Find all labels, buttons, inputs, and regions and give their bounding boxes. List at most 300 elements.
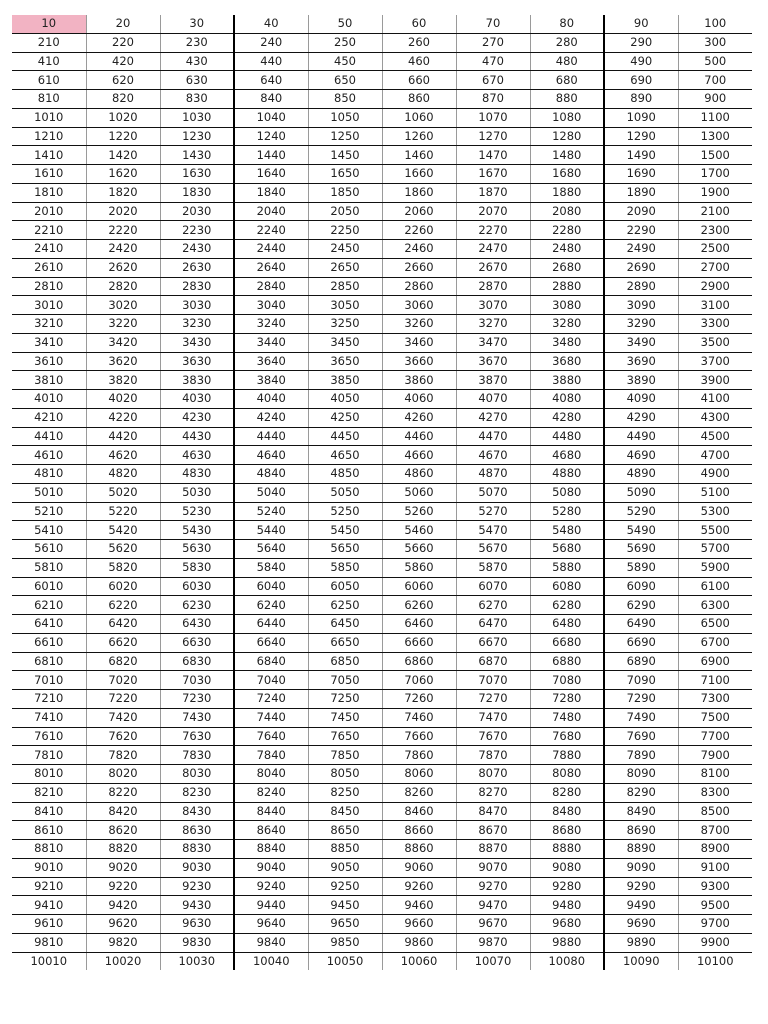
- table-cell[interactable]: 7220: [86, 690, 160, 709]
- table-cell[interactable]: 3270: [456, 315, 530, 334]
- table-cell[interactable]: 7030: [160, 671, 234, 690]
- table-cell[interactable]: 9840: [234, 933, 308, 952]
- table-cell[interactable]: 5610: [12, 540, 86, 559]
- table-cell[interactable]: 1460: [382, 146, 456, 165]
- table-cell[interactable]: 2420: [86, 240, 160, 259]
- table-cell[interactable]: 6270: [456, 596, 530, 615]
- table-cell[interactable]: 10070: [456, 952, 530, 970]
- table-cell[interactable]: 5070: [456, 483, 530, 502]
- table-cell[interactable]: 5480: [530, 521, 604, 540]
- table-cell[interactable]: 10050: [308, 952, 382, 970]
- table-cell[interactable]: 1880: [530, 183, 604, 202]
- table-cell[interactable]: 5030: [160, 483, 234, 502]
- table-cell[interactable]: 3820: [86, 371, 160, 390]
- table-cell[interactable]: 7670: [456, 727, 530, 746]
- table-cell[interactable]: 1260: [382, 127, 456, 146]
- table-cell[interactable]: 7500: [678, 708, 752, 727]
- table-cell[interactable]: 5280: [530, 502, 604, 521]
- table-cell[interactable]: 9080: [530, 858, 604, 877]
- table-cell[interactable]: 1480: [530, 146, 604, 165]
- table-cell[interactable]: 1690: [604, 165, 678, 184]
- table-cell[interactable]: 3630: [160, 352, 234, 371]
- table-cell[interactable]: 4450: [308, 427, 382, 446]
- table-cell[interactable]: 1680: [530, 165, 604, 184]
- table-cell[interactable]: 4420: [86, 427, 160, 446]
- table-cell[interactable]: 670: [456, 71, 530, 90]
- table-cell[interactable]: 10080: [530, 952, 604, 970]
- table-cell[interactable]: 4650: [308, 446, 382, 465]
- table-cell[interactable]: 6460: [382, 615, 456, 634]
- table-cell[interactable]: 5690: [604, 540, 678, 559]
- table-cell[interactable]: 5410: [12, 521, 86, 540]
- table-cell[interactable]: 2450: [308, 240, 382, 259]
- table-cell[interactable]: 9230: [160, 877, 234, 896]
- table-cell[interactable]: 3060: [382, 296, 456, 315]
- table-cell[interactable]: 8020: [86, 765, 160, 784]
- table-cell[interactable]: 1870: [456, 183, 530, 202]
- table-cell[interactable]: 3650: [308, 352, 382, 371]
- table-cell[interactable]: 9040: [234, 858, 308, 877]
- table-cell[interactable]: 460: [382, 52, 456, 71]
- table-cell[interactable]: 4040: [234, 390, 308, 409]
- table-cell[interactable]: 5620: [86, 540, 160, 559]
- table-cell[interactable]: 4890: [604, 465, 678, 484]
- table-cell[interactable]: 7430: [160, 708, 234, 727]
- table-cell[interactable]: 4880: [530, 465, 604, 484]
- table-cell[interactable]: 9300: [678, 877, 752, 896]
- table-cell[interactable]: 3490: [604, 333, 678, 352]
- table-cell[interactable]: 6070: [456, 577, 530, 596]
- table-cell[interactable]: 6030: [160, 577, 234, 596]
- table-cell[interactable]: 3880: [530, 371, 604, 390]
- table-cell[interactable]: 9030: [160, 858, 234, 877]
- table-cell[interactable]: 2890: [604, 277, 678, 296]
- table-cell[interactable]: 7870: [456, 746, 530, 765]
- table-cell[interactable]: 7410: [12, 708, 86, 727]
- table-cell[interactable]: 260: [382, 33, 456, 52]
- table-cell[interactable]: 9490: [604, 896, 678, 915]
- table-cell[interactable]: 9410: [12, 896, 86, 915]
- table-cell[interactable]: 2410: [12, 240, 86, 259]
- table-cell[interactable]: 4700: [678, 446, 752, 465]
- table-cell[interactable]: 7080: [530, 671, 604, 690]
- table-cell[interactable]: 6620: [86, 633, 160, 652]
- table-cell[interactable]: 1070: [456, 108, 530, 127]
- table-cell[interactable]: 620: [86, 71, 160, 90]
- table-cell[interactable]: 6050: [308, 577, 382, 596]
- table-cell[interactable]: 9700: [678, 915, 752, 934]
- table-cell[interactable]: 9070: [456, 858, 530, 877]
- table-cell[interactable]: 4010: [12, 390, 86, 409]
- table-cell[interactable]: 9810: [12, 933, 86, 952]
- table-cell[interactable]: 830: [160, 90, 234, 109]
- table-cell[interactable]: 1300: [678, 127, 752, 146]
- table-cell[interactable]: 2220: [86, 221, 160, 240]
- table-cell[interactable]: 9870: [456, 933, 530, 952]
- table-cell[interactable]: 8890: [604, 840, 678, 859]
- table-cell[interactable]: 4820: [86, 465, 160, 484]
- table-cell[interactable]: 1830: [160, 183, 234, 202]
- table-cell[interactable]: 10020: [86, 952, 160, 970]
- table-cell[interactable]: 2640: [234, 258, 308, 277]
- table-cell[interactable]: 7480: [530, 708, 604, 727]
- table-cell[interactable]: 3460: [382, 333, 456, 352]
- table-cell[interactable]: 660: [382, 71, 456, 90]
- table-cell[interactable]: 2880: [530, 277, 604, 296]
- table-cell[interactable]: 6040: [234, 577, 308, 596]
- table-cell[interactable]: 5020: [86, 483, 160, 502]
- table-cell[interactable]: 60: [382, 15, 456, 33]
- table-cell[interactable]: 2270: [456, 221, 530, 240]
- table-cell[interactable]: 4670: [456, 446, 530, 465]
- table-cell[interactable]: 480: [530, 52, 604, 71]
- table-cell[interactable]: 610: [12, 71, 86, 90]
- table-cell[interactable]: 690: [604, 71, 678, 90]
- table-cell[interactable]: 8420: [86, 802, 160, 821]
- table-cell[interactable]: 2820: [86, 277, 160, 296]
- table-cell[interactable]: 450: [308, 52, 382, 71]
- table-cell[interactable]: 2100: [678, 202, 752, 221]
- table-cell[interactable]: 8040: [234, 765, 308, 784]
- table-cell[interactable]: 6300: [678, 596, 752, 615]
- table-cell[interactable]: 1620: [86, 165, 160, 184]
- table-cell[interactable]: 4840: [234, 465, 308, 484]
- table-cell[interactable]: 5490: [604, 521, 678, 540]
- table-cell[interactable]: 3640: [234, 352, 308, 371]
- table-cell[interactable]: 5500: [678, 521, 752, 540]
- table-cell[interactable]: 5050: [308, 483, 382, 502]
- table-cell[interactable]: 5810: [12, 558, 86, 577]
- table-cell[interactable]: 3670: [456, 352, 530, 371]
- table-cell[interactable]: 240: [234, 33, 308, 52]
- table-cell[interactable]: 6290: [604, 596, 678, 615]
- table-cell[interactable]: 3430: [160, 333, 234, 352]
- table-cell[interactable]: 7650: [308, 727, 382, 746]
- table-cell[interactable]: 5640: [234, 540, 308, 559]
- table-cell[interactable]: 3620: [86, 352, 160, 371]
- table-cell[interactable]: 6650: [308, 633, 382, 652]
- table-cell[interactable]: 3420: [86, 333, 160, 352]
- table-cell[interactable]: 5440: [234, 521, 308, 540]
- table-cell[interactable]: 90: [604, 15, 678, 33]
- table-cell[interactable]: 4620: [86, 446, 160, 465]
- table-cell[interactable]: 2090: [604, 202, 678, 221]
- table-cell[interactable]: 4480: [530, 427, 604, 446]
- table-cell[interactable]: 1440: [234, 146, 308, 165]
- table-cell[interactable]: 4250: [308, 408, 382, 427]
- table-cell[interactable]: 8500: [678, 802, 752, 821]
- table-cell[interactable]: 5010: [12, 483, 86, 502]
- table-cell[interactable]: 290: [604, 33, 678, 52]
- table-cell[interactable]: 7090: [604, 671, 678, 690]
- table-cell[interactable]: 2070: [456, 202, 530, 221]
- table-cell[interactable]: 9240: [234, 877, 308, 896]
- table-cell[interactable]: 7100: [678, 671, 752, 690]
- table-cell[interactable]: 3240: [234, 315, 308, 334]
- table-cell[interactable]: 6490: [604, 615, 678, 634]
- table-cell[interactable]: 2250: [308, 221, 382, 240]
- table-cell[interactable]: 4070: [456, 390, 530, 409]
- table-cell[interactable]: 490: [604, 52, 678, 71]
- table-cell[interactable]: 8870: [456, 840, 530, 859]
- table-cell[interactable]: 1660: [382, 165, 456, 184]
- table-cell[interactable]: 6470: [456, 615, 530, 634]
- table-cell[interactable]: 860: [382, 90, 456, 109]
- table-cell[interactable]: 4460: [382, 427, 456, 446]
- table-cell[interactable]: 2490: [604, 240, 678, 259]
- table-cell[interactable]: 4690: [604, 446, 678, 465]
- table-cell[interactable]: 5860: [382, 558, 456, 577]
- table-cell[interactable]: 820: [86, 90, 160, 109]
- table-cell[interactable]: 700: [678, 71, 752, 90]
- table-cell[interactable]: 8700: [678, 821, 752, 840]
- table-cell[interactable]: 5420: [86, 521, 160, 540]
- table-cell[interactable]: 6610: [12, 633, 86, 652]
- table-cell[interactable]: 6430: [160, 615, 234, 634]
- table-cell[interactable]: 9050: [308, 858, 382, 877]
- table-cell[interactable]: 3280: [530, 315, 604, 334]
- table-cell[interactable]: 470: [456, 52, 530, 71]
- table-cell[interactable]: 70: [456, 15, 530, 33]
- table-cell[interactable]: 8620: [86, 821, 160, 840]
- table-cell[interactable]: 1670: [456, 165, 530, 184]
- table-cell[interactable]: 3840: [234, 371, 308, 390]
- table-cell[interactable]: 9680: [530, 915, 604, 934]
- table-cell[interactable]: 10090: [604, 952, 678, 970]
- table-cell[interactable]: 4240: [234, 408, 308, 427]
- table-cell[interactable]: 7700: [678, 727, 752, 746]
- table-cell[interactable]: 3210: [12, 315, 86, 334]
- table-cell[interactable]: 2650: [308, 258, 382, 277]
- table-cell[interactable]: 5680: [530, 540, 604, 559]
- table-cell[interactable]: 2260: [382, 221, 456, 240]
- table-cell[interactable]: 5870: [456, 558, 530, 577]
- table-cell[interactable]: 7900: [678, 746, 752, 765]
- table-cell[interactable]: 8640: [234, 821, 308, 840]
- table-cell[interactable]: 9270: [456, 877, 530, 896]
- table-cell[interactable]: 1890: [604, 183, 678, 202]
- table-cell[interactable]: 6700: [678, 633, 752, 652]
- table-cell[interactable]: 1860: [382, 183, 456, 202]
- table-cell[interactable]: 9880: [530, 933, 604, 952]
- table-cell[interactable]: 6230: [160, 596, 234, 615]
- table-cell[interactable]: 9650: [308, 915, 382, 934]
- table-cell[interactable]: 2020: [86, 202, 160, 221]
- table-cell[interactable]: 4610: [12, 446, 86, 465]
- table-cell[interactable]: 2240: [234, 221, 308, 240]
- table-cell[interactable]: 410: [12, 52, 86, 71]
- table-cell[interactable]: 7020: [86, 671, 160, 690]
- table-cell[interactable]: 2830: [160, 277, 234, 296]
- table-cell[interactable]: 2030: [160, 202, 234, 221]
- table-cell[interactable]: 9890: [604, 933, 678, 952]
- table-cell[interactable]: 4090: [604, 390, 678, 409]
- table-cell[interactable]: 4630: [160, 446, 234, 465]
- table-cell[interactable]: 6690: [604, 633, 678, 652]
- table-cell[interactable]: 420: [86, 52, 160, 71]
- table-cell[interactable]: 3090: [604, 296, 678, 315]
- table-cell[interactable]: 8860: [382, 840, 456, 859]
- table-cell[interactable]: 1490: [604, 146, 678, 165]
- table-cell[interactable]: 7490: [604, 708, 678, 727]
- table-cell[interactable]: 6840: [234, 652, 308, 671]
- table-cell[interactable]: 5890: [604, 558, 678, 577]
- table-cell[interactable]: 6870: [456, 652, 530, 671]
- table-cell[interactable]: 7270: [456, 690, 530, 709]
- table-cell[interactable]: 8240: [234, 783, 308, 802]
- table-cell[interactable]: 6250: [308, 596, 382, 615]
- table-cell[interactable]: 7440: [234, 708, 308, 727]
- table-cell[interactable]: 3440: [234, 333, 308, 352]
- table-cell[interactable]: 5450: [308, 521, 382, 540]
- table-cell[interactable]: 5700: [678, 540, 752, 559]
- table-cell[interactable]: 9860: [382, 933, 456, 952]
- table-cell[interactable]: 5880: [530, 558, 604, 577]
- table-cell[interactable]: 9260: [382, 877, 456, 896]
- table-cell[interactable]: 8820: [86, 840, 160, 859]
- table-cell[interactable]: 1030: [160, 108, 234, 127]
- table-cell[interactable]: 8070: [456, 765, 530, 784]
- table-cell[interactable]: 4220: [86, 408, 160, 427]
- table-cell[interactable]: 6810: [12, 652, 86, 671]
- table-cell[interactable]: 4050: [308, 390, 382, 409]
- table-cell[interactable]: 1220: [86, 127, 160, 146]
- table-cell[interactable]: 1010: [12, 108, 86, 127]
- table-cell[interactable]: 9010: [12, 858, 86, 877]
- table-cell[interactable]: 7680: [530, 727, 604, 746]
- table-cell[interactable]: 2230: [160, 221, 234, 240]
- table-cell[interactable]: 2460: [382, 240, 456, 259]
- table-cell[interactable]: 7290: [604, 690, 678, 709]
- table-cell[interactable]: 2690: [604, 258, 678, 277]
- table-cell[interactable]: 5460: [382, 521, 456, 540]
- table-cell[interactable]: 3410: [12, 333, 86, 352]
- table-cell[interactable]: 1240: [234, 127, 308, 146]
- table-cell[interactable]: 1840: [234, 183, 308, 202]
- table-cell[interactable]: 2680: [530, 258, 604, 277]
- table-cell[interactable]: 6010: [12, 577, 86, 596]
- table-cell[interactable]: 5240: [234, 502, 308, 521]
- table-cell[interactable]: 8250: [308, 783, 382, 802]
- table-cell[interactable]: 7460: [382, 708, 456, 727]
- table-cell[interactable]: 8450: [308, 802, 382, 821]
- table-cell[interactable]: 3470: [456, 333, 530, 352]
- table-cell[interactable]: 500: [678, 52, 752, 71]
- table-cell[interactable]: 4410: [12, 427, 86, 446]
- table-cell[interactable]: 5900: [678, 558, 752, 577]
- table-cell[interactable]: 6630: [160, 633, 234, 652]
- table-cell[interactable]: 6090: [604, 577, 678, 596]
- table-cell[interactable]: 8100: [678, 765, 752, 784]
- table-cell[interactable]: 6240: [234, 596, 308, 615]
- table-cell[interactable]: 890: [604, 90, 678, 109]
- table-cell[interactable]: 2850: [308, 277, 382, 296]
- selected-cell[interactable]: 10: [12, 15, 86, 33]
- table-cell[interactable]: 5080: [530, 483, 604, 502]
- table-cell[interactable]: 220: [86, 33, 160, 52]
- table-cell[interactable]: 4440: [234, 427, 308, 446]
- table-cell[interactable]: 7860: [382, 746, 456, 765]
- table-cell[interactable]: 8270: [456, 783, 530, 802]
- table-cell[interactable]: 7450: [308, 708, 382, 727]
- table-cell[interactable]: 5100: [678, 483, 752, 502]
- table-cell[interactable]: 1850: [308, 183, 382, 202]
- table-cell[interactable]: 10100: [678, 952, 752, 970]
- table-cell[interactable]: 850: [308, 90, 382, 109]
- table-cell[interactable]: 8220: [86, 783, 160, 802]
- table-cell[interactable]: 8850: [308, 840, 382, 859]
- table-cell[interactable]: 9470: [456, 896, 530, 915]
- table-cell[interactable]: 7420: [86, 708, 160, 727]
- table-cell[interactable]: 1650: [308, 165, 382, 184]
- table-cell[interactable]: 4060: [382, 390, 456, 409]
- table-cell[interactable]: 3680: [530, 352, 604, 371]
- table-cell[interactable]: 3250: [308, 315, 382, 334]
- table-cell[interactable]: 230: [160, 33, 234, 52]
- table-cell[interactable]: 6020: [86, 577, 160, 596]
- table-cell[interactable]: 1900: [678, 183, 752, 202]
- table-cell[interactable]: 8490: [604, 802, 678, 821]
- table-cell[interactable]: 4860: [382, 465, 456, 484]
- table-cell[interactable]: 1470: [456, 146, 530, 165]
- table-cell[interactable]: 810: [12, 90, 86, 109]
- table-cell[interactable]: 900: [678, 90, 752, 109]
- table-cell[interactable]: 250: [308, 33, 382, 52]
- table-cell[interactable]: 4230: [160, 408, 234, 427]
- table-cell[interactable]: 6450: [308, 615, 382, 634]
- table-cell[interactable]: 9630: [160, 915, 234, 934]
- table-cell[interactable]: 3030: [160, 296, 234, 315]
- table-cell[interactable]: 2300: [678, 221, 752, 240]
- table-cell[interactable]: 2440: [234, 240, 308, 259]
- table-cell[interactable]: 6500: [678, 615, 752, 634]
- table-cell[interactable]: 2840: [234, 277, 308, 296]
- table-cell[interactable]: 1020: [86, 108, 160, 127]
- table-cell[interactable]: 9220: [86, 877, 160, 896]
- table-cell[interactable]: 4030: [160, 390, 234, 409]
- table-cell[interactable]: 4470: [456, 427, 530, 446]
- table-cell[interactable]: 5250: [308, 502, 382, 521]
- table-cell[interactable]: 4660: [382, 446, 456, 465]
- table-cell[interactable]: 5300: [678, 502, 752, 521]
- table-cell[interactable]: 3300: [678, 315, 752, 334]
- table-cell[interactable]: 3830: [160, 371, 234, 390]
- table-cell[interactable]: 6820: [86, 652, 160, 671]
- table-cell[interactable]: 4100: [678, 390, 752, 409]
- table-cell[interactable]: 9500: [678, 896, 752, 915]
- table-cell[interactable]: 3050: [308, 296, 382, 315]
- table-cell[interactable]: 7610: [12, 727, 86, 746]
- table-cell[interactable]: 8030: [160, 765, 234, 784]
- table-cell[interactable]: 8670: [456, 821, 530, 840]
- table-cell[interactable]: 9610: [12, 915, 86, 934]
- table-cell[interactable]: 5830: [160, 558, 234, 577]
- table-cell[interactable]: 9250: [308, 877, 382, 896]
- table-cell[interactable]: 9620: [86, 915, 160, 934]
- table-cell[interactable]: 8050: [308, 765, 382, 784]
- table-cell[interactable]: 2670: [456, 258, 530, 277]
- table-cell[interactable]: 3610: [12, 352, 86, 371]
- table-cell[interactable]: 5430: [160, 521, 234, 540]
- table-cell[interactable]: 2630: [160, 258, 234, 277]
- table-cell[interactable]: 5820: [86, 558, 160, 577]
- table-cell[interactable]: 6410: [12, 615, 86, 634]
- table-cell[interactable]: 6830: [160, 652, 234, 671]
- table-cell[interactable]: 2810: [12, 277, 86, 296]
- table-cell[interactable]: 1450: [308, 146, 382, 165]
- table-cell[interactable]: 4300: [678, 408, 752, 427]
- table-cell[interactable]: 3290: [604, 315, 678, 334]
